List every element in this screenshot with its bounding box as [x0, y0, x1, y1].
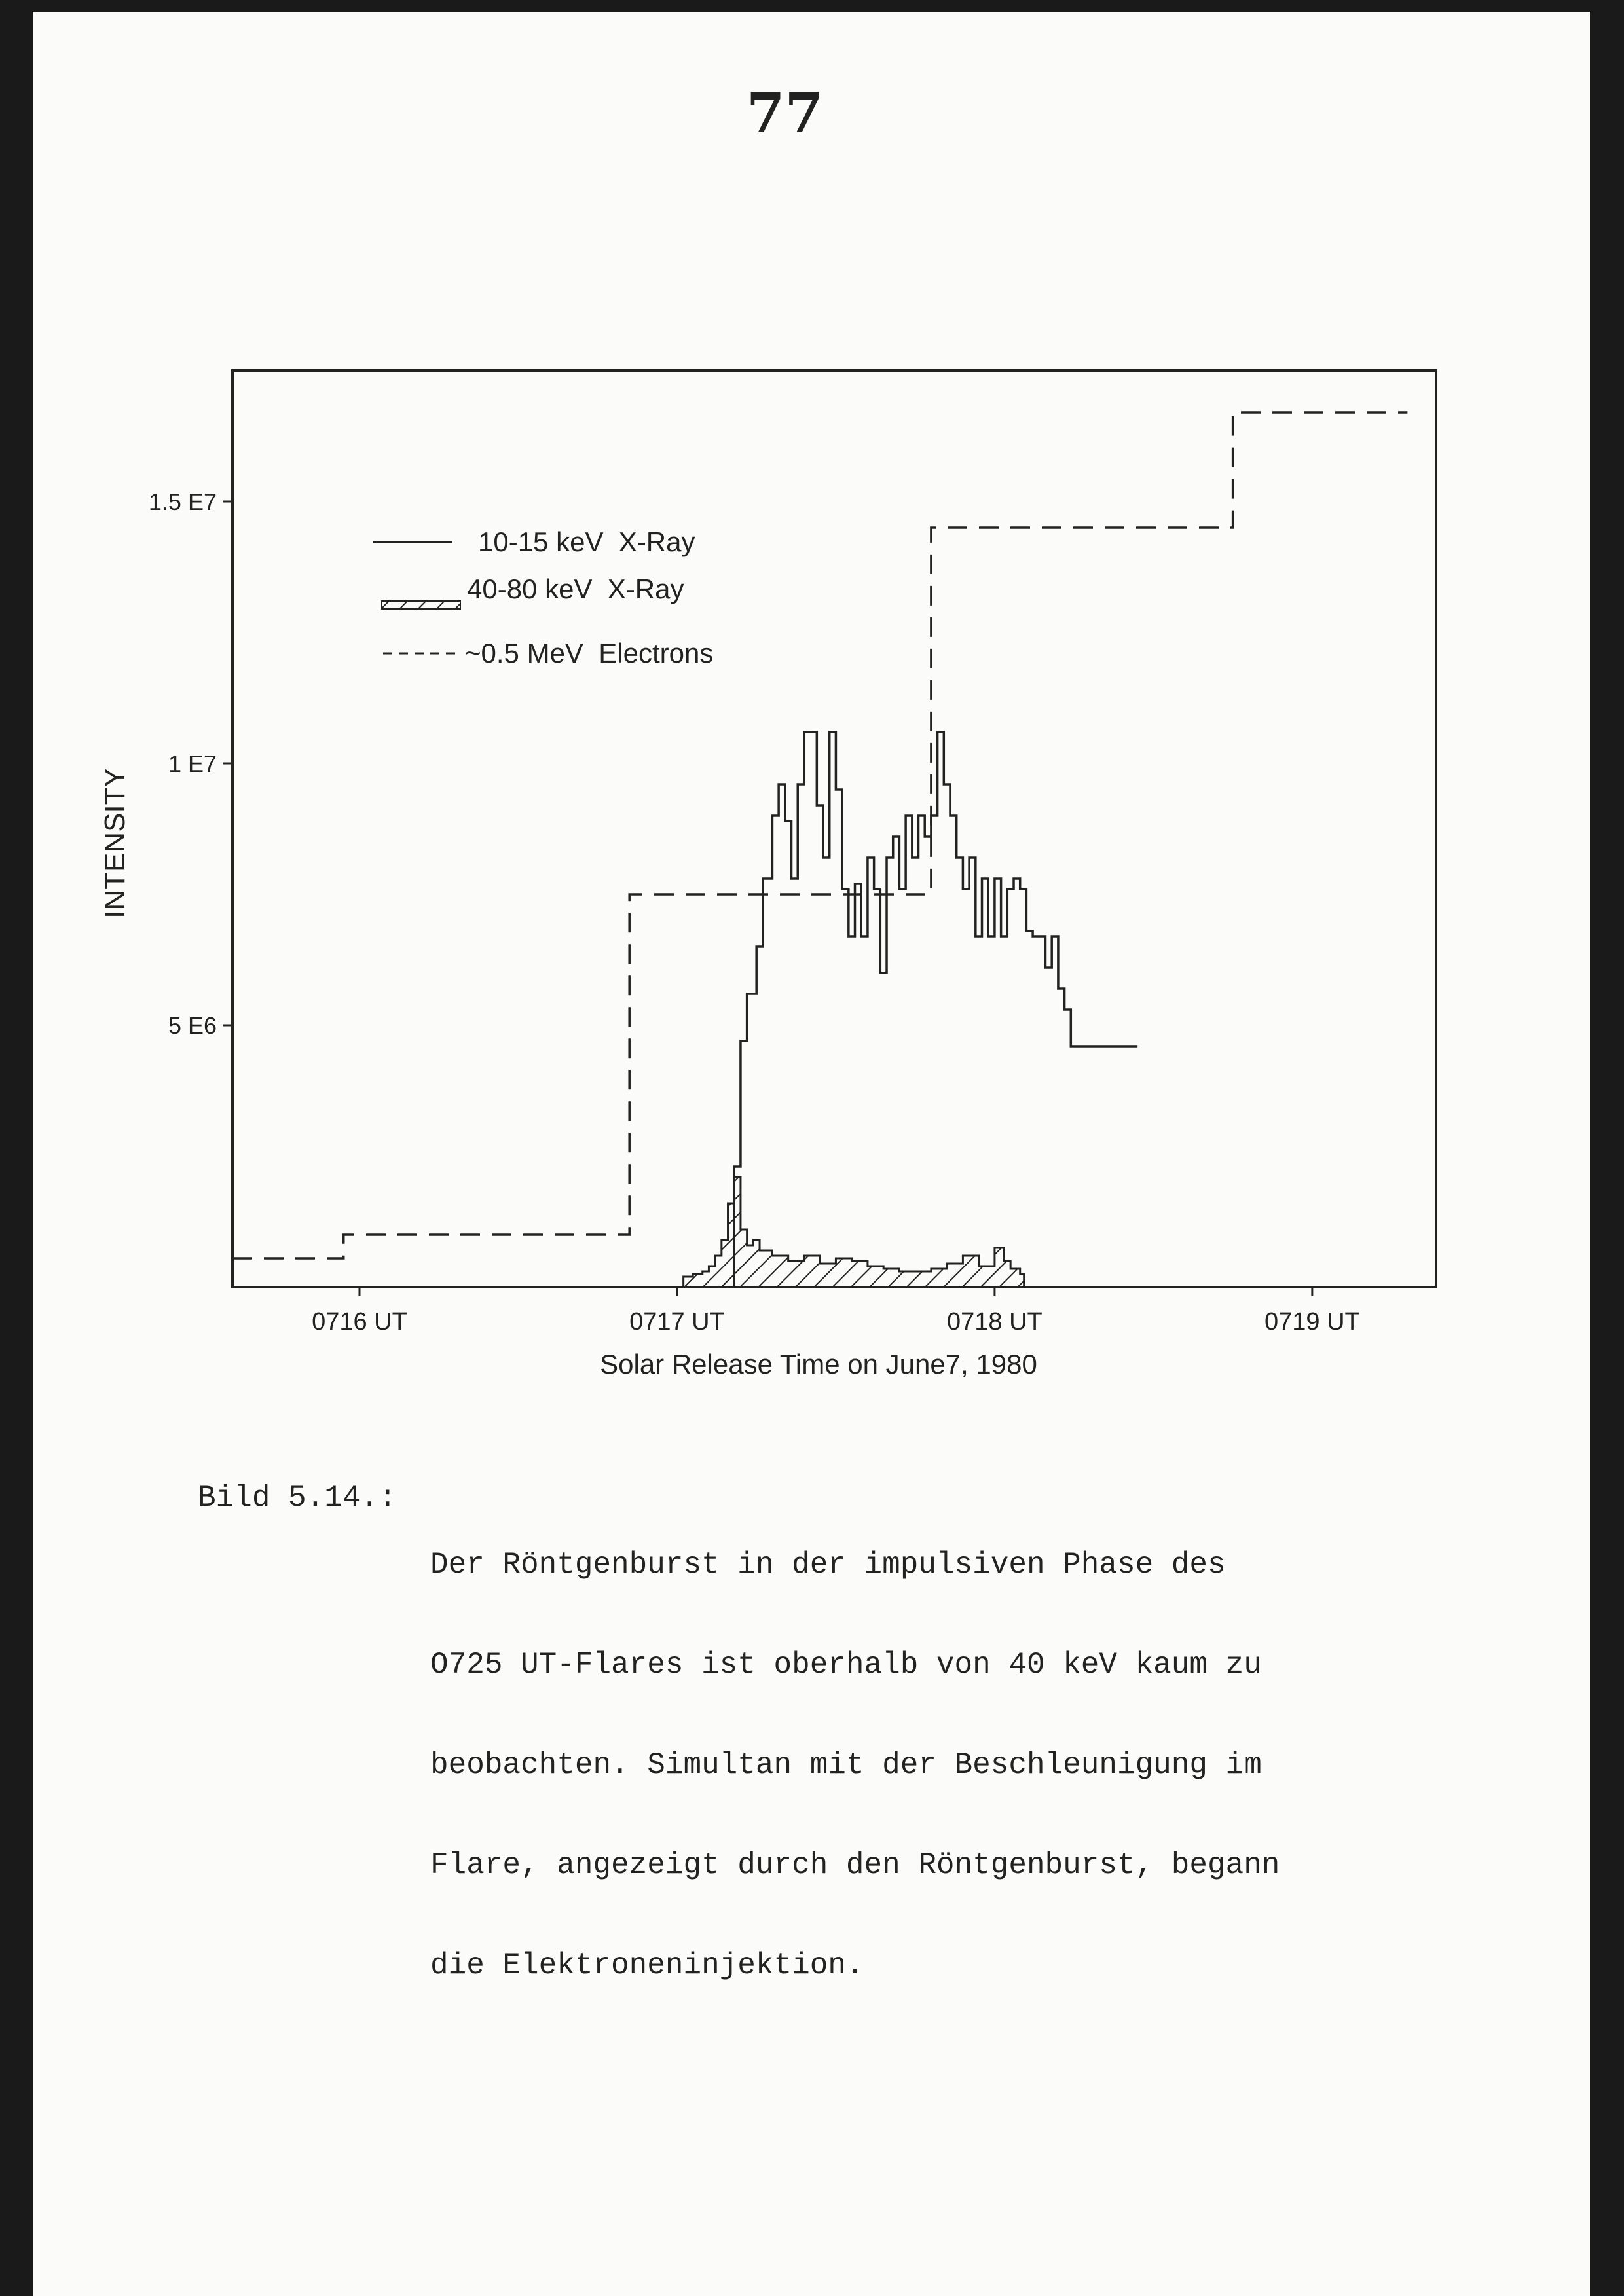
x-tick-label: 0717 UT — [629, 1308, 725, 1336]
x-tick-label: 0716 UT — [312, 1308, 407, 1336]
caption-line: O725 UT-Flares ist oberhalb von 40 keV kaum zu — [430, 1648, 1262, 1682]
plot-layer — [232, 412, 1407, 1287]
y-axis-label: INTENSITY — [99, 768, 131, 919]
y-tick-label: 1.5 E7 — [148, 488, 217, 515]
legend — [373, 526, 713, 668]
caption-label: Bild 5.14.: — [198, 1481, 397, 1515]
legend-entry-xray-high: 40-80 keV X-Ray — [467, 574, 684, 604]
legend-swatch-hatched — [382, 601, 460, 609]
page-number: 77 — [747, 81, 823, 145]
figure-caption — [198, 1482, 1280, 2049]
x-tick-label: 0718 UT — [947, 1308, 1043, 1336]
x-axis-label: Solar Release Time on June7, 1980 — [600, 1349, 1037, 1379]
caption-line: Flare, angezeigt durch den Röntgenburst, begann — [430, 1848, 1280, 1882]
intensity-chart — [33, 12, 1590, 1452]
series-electrons-05mev — [232, 412, 1407, 1258]
legend-entry-xray-low: 10-15 keV X-Ray — [478, 526, 695, 557]
y-tick-label: 5 E6 — [168, 1012, 217, 1039]
x-tick-label: 0719 UT — [1264, 1308, 1360, 1336]
caption-line: Der Röntgenburst in der impulsiven Phase des — [430, 1548, 1226, 1582]
series-xray-10-15kev — [734, 732, 1137, 1287]
caption-line: die Elektroneninjektion. — [430, 1948, 864, 1982]
caption-line: beobachten. Simultan mit der Beschleunigung im — [430, 1748, 1262, 1782]
legend-entry-electrons: ~0.5 MeV Electrons — [465, 638, 714, 668]
y-tick-label: 1 E7 — [168, 750, 217, 777]
scanned-page — [33, 12, 1590, 2296]
plot-frame — [232, 371, 1436, 1287]
axis-ticks — [149, 488, 1360, 1336]
